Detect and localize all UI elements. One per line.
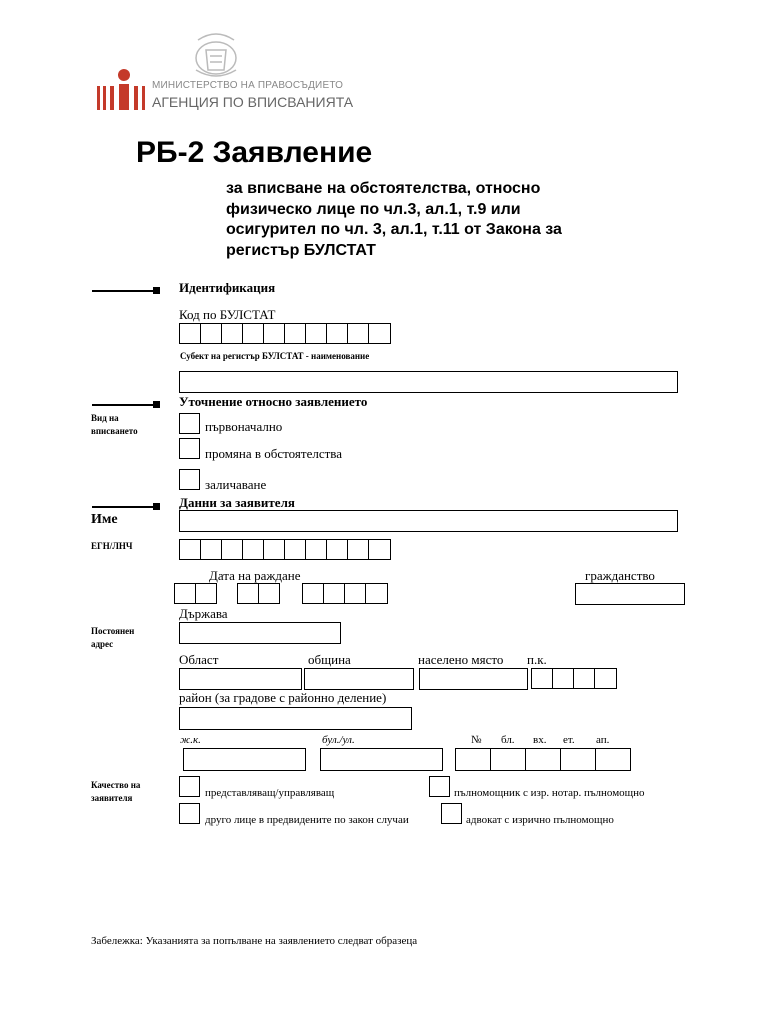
subtitle-line: регистър БУЛСТАТ [226, 241, 376, 259]
subject-name-input[interactable] [179, 371, 678, 393]
identification-title: Идентификация [179, 280, 276, 295]
capacity-side-label [91, 779, 140, 805]
initial-checkbox[interactable] [179, 413, 200, 434]
section-marker-line [92, 404, 158, 406]
side-label-line: вписването [91, 426, 138, 436]
section-marker-square [153, 287, 160, 294]
bulstat-code-label: Код по БУЛСТАТ [179, 307, 276, 322]
entry-type-side-label [91, 412, 138, 438]
subtitle-line: осигурител по чл. 3, ал.1, т.11 от Закона за [226, 221, 562, 238]
settlement-input[interactable] [419, 668, 528, 690]
attorney-notary-label: пълномощник с изр. нотар. пълномощно [454, 787, 645, 799]
section-marker-line [92, 506, 158, 508]
representative-checkbox[interactable] [179, 776, 200, 797]
coat-of-arms-icon [188, 30, 244, 80]
deletion-label: заличаване [205, 477, 267, 492]
name-input[interactable] [179, 510, 678, 532]
citizenship-label: гражданство [585, 568, 655, 583]
lawyer-checkbox[interactable] [441, 803, 462, 824]
postcode-input[interactable] [531, 668, 619, 690]
country-label: Държава [179, 606, 228, 621]
egn-input[interactable] [179, 539, 393, 561]
change-label: промяна в обстоятелства [205, 446, 343, 461]
country-input[interactable] [179, 622, 341, 644]
region-label: Област [179, 652, 219, 667]
side-label-line: Постоянен [91, 626, 135, 636]
applicant-title: Данни за заявителя [179, 495, 295, 510]
section-marker-square [153, 503, 160, 510]
address-side-label [91, 625, 134, 651]
postcode-label: п.к. [527, 652, 547, 667]
side-label-line: Вид на [91, 413, 119, 423]
side-label-line: заявителя [91, 793, 133, 803]
settlement-label: населено място [418, 652, 504, 667]
region-input[interactable] [179, 668, 302, 690]
number-label: № [471, 734, 482, 746]
document-subtitle [226, 179, 562, 261]
block-label: бл. [501, 734, 515, 746]
street-label: бул./ул. [322, 734, 355, 746]
municipality-label: община [308, 652, 351, 667]
representative-label: представляващ/управляващ [205, 787, 335, 799]
clarification-title: Уточнение относно заявлението [179, 394, 368, 409]
subtitle-line: физическо лице по чл.3, ал.1, т.9 или [226, 200, 521, 218]
document-title: РБ-2 Заявление [136, 136, 373, 169]
apartment-label: ап. [596, 734, 610, 746]
other-person-label: друго лице в предвидените по закон случаи [205, 814, 409, 826]
citizenship-input[interactable] [575, 583, 685, 605]
change-checkbox[interactable] [179, 438, 200, 459]
initial-label: първоначално [205, 419, 283, 434]
attorney-notary-checkbox[interactable] [429, 776, 450, 797]
birth-day-input[interactable] [174, 583, 218, 605]
footer-note: Забележка: Указанията за попълване на заявлението следват образеца [91, 935, 418, 947]
subtitle-line: за вписване на обстоятелства, относно [226, 180, 541, 197]
agency-logo-icon [97, 68, 149, 110]
deletion-checkbox[interactable] [179, 469, 200, 490]
entrance-label: вх. [533, 734, 547, 746]
birth-date-label: Дата на раждане [209, 568, 301, 583]
birth-month-input[interactable] [237, 583, 281, 605]
municipality-input[interactable] [304, 668, 414, 690]
lawyer-label: адвокат с изрично пълномощно [466, 814, 614, 826]
zk-input[interactable] [183, 748, 306, 771]
ministry-name: МИНИСТЕРСТВО НА ПРАВОСЪДИЕТО [152, 80, 344, 91]
agency-name: АГЕНЦИЯ ПО ВПИСВАНИЯТА [152, 94, 354, 110]
name-label: Име [91, 512, 118, 527]
subject-name-label: Субект на регистър БУЛСТАТ - наименование [180, 351, 370, 361]
district-input[interactable] [179, 707, 412, 730]
side-label-line: Качество на [91, 780, 141, 790]
street-input[interactable] [320, 748, 443, 771]
section-marker-line [92, 290, 158, 292]
bulstat-code-input[interactable] [179, 323, 393, 345]
other-person-checkbox[interactable] [179, 803, 200, 824]
building-details-input[interactable] [455, 748, 631, 771]
egn-label: ЕГН/ЛНЧ [91, 541, 133, 551]
zk-label: ж.к. [180, 734, 201, 746]
birth-year-input[interactable] [302, 583, 390, 605]
floor-label: ет. [563, 734, 575, 746]
district-label: район (за градове с районно деление) [179, 690, 387, 705]
section-marker-square [153, 401, 160, 408]
side-label-line: адрес [91, 639, 114, 649]
